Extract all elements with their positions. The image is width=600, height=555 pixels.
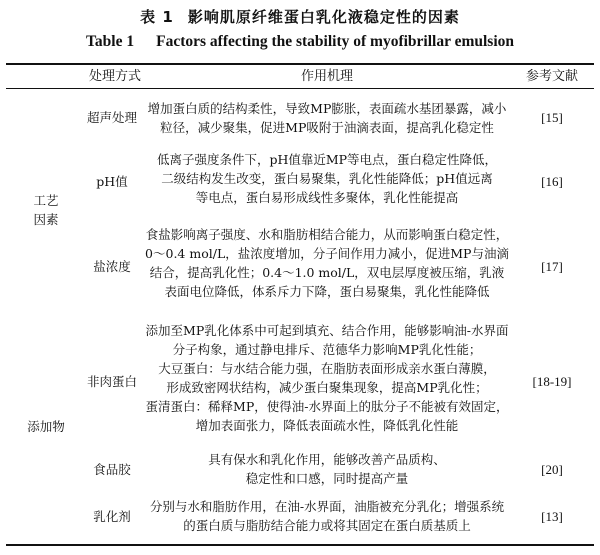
- header-rule: [6, 88, 594, 89]
- row-method: 盐浓度: [93, 259, 131, 274]
- row-reference: [13]: [541, 509, 563, 524]
- table-caption-cn: 影响肌原纤维蛋白乳化液稳定性的因素: [187, 8, 460, 26]
- mechanism-line: 分别与水和脂肪作用，在油-水界面，油脂被充分乳化；增强系统: [149, 499, 505, 514]
- mechanism-line: 表面电位降低，体系斥力下降，蛋白易聚集，乳化性能降低: [164, 284, 490, 299]
- group-label-additives: [14, 417, 78, 436]
- table-number-cn: 表 1: [140, 8, 174, 26]
- row-mechanism: [144, 99, 510, 137]
- row-mechanism: [144, 321, 510, 435]
- table-caption-en: Factors affecting the stability of myofibrillar emulsion: [156, 33, 514, 50]
- table-title-en: [0, 33, 600, 51]
- row-method: pH值: [96, 174, 128, 189]
- header-reference: 参考文献: [525, 69, 578, 84]
- table-number-en: Table 1: [86, 33, 135, 50]
- group-label-text: 工艺 因素: [33, 193, 59, 227]
- mechanism-line: 蛋清蛋白：稀释MP，使得油-水界面上的肽分子不能被有效固定，: [145, 399, 509, 414]
- group-label-process: [20, 191, 72, 229]
- mechanism-line: 增加蛋白质的结构柔性，导致MP膨胀，表面疏水基团暴露，减小: [147, 101, 507, 116]
- row-reference: [15]: [541, 110, 563, 125]
- row-mechanism: [144, 225, 510, 301]
- mechanism-line: 具有保水和乳化作用，能够改善产品质构、: [208, 452, 446, 467]
- mechanism-line: 粒径，减少聚集，促进MP吸附于油滴表面，提高乳化稳定性: [160, 120, 494, 135]
- row-mechanism: [144, 450, 510, 488]
- row-method: 超声处理: [86, 110, 137, 125]
- group-label-text: 添加物: [27, 419, 65, 434]
- row-mechanism: [144, 497, 510, 535]
- row-reference: [17]: [541, 259, 563, 274]
- row-method: 非肉蛋白: [86, 374, 137, 389]
- mechanism-line: 大豆蛋白：与水结合能力强，在脂肪表面形成亲水蛋白薄膜，: [158, 361, 496, 376]
- mechanism-line: 形成致密网状结构，减少蛋白聚集现象，提高MP乳化性；: [166, 380, 488, 395]
- row-reference: [20]: [541, 462, 563, 477]
- header-method: 处理方式: [88, 69, 141, 84]
- mechanism-line: 二级结构发生改变，蛋白易聚集，乳化性能降低；pH值远离: [161, 171, 493, 186]
- mechanism-line: 等电点，蛋白易形成线性多聚体，乳化性能提高: [195, 190, 459, 205]
- header-mechanism: 作用机理: [300, 69, 353, 84]
- mechanism-line: 低离子强度条件下，pH值靠近MP等电点，蛋白稳定性降低，: [156, 152, 498, 167]
- mechanism-line: 添加至MP乳化体系中可起到填充、结合作用，能够影响油-水界面: [145, 323, 509, 338]
- table-title-cn: [0, 6, 600, 27]
- mechanism-line: 食盐影响离子强度、水和脂肪相结合能力，从而影响蛋白稳定性，: [145, 227, 509, 242]
- mechanism-line: 稳定性和口感，同时提高产量: [245, 471, 409, 486]
- mechanism-line: 分子构象，通过静电排斥、范德华力影响MP乳化性能；: [172, 342, 482, 357]
- mechanism-line: 结合，提高乳化性；0.4～1.0 mol/L，双电层厚度被压缩，乳液: [149, 265, 505, 280]
- row-reference: [16]: [541, 174, 563, 189]
- mechanism-line: 增加表面张力，降低表面疏水性，降低乳化性能: [195, 418, 459, 433]
- row-method: 乳化剂: [93, 509, 131, 524]
- mechanism-line: 0～0.4 mol/L，盐浓度增加，分子间作用力减小，促进MP与油滴: [145, 246, 509, 261]
- row-mechanism: [144, 150, 510, 207]
- mechanism-line: 的蛋白质与脂肪结合能力或将其固定在蛋白质基质上: [183, 518, 471, 533]
- row-method: 食品胶: [93, 462, 131, 477]
- bottom-rule: [6, 544, 594, 546]
- top-rule: [6, 63, 594, 65]
- row-reference: [18-19]: [532, 374, 572, 389]
